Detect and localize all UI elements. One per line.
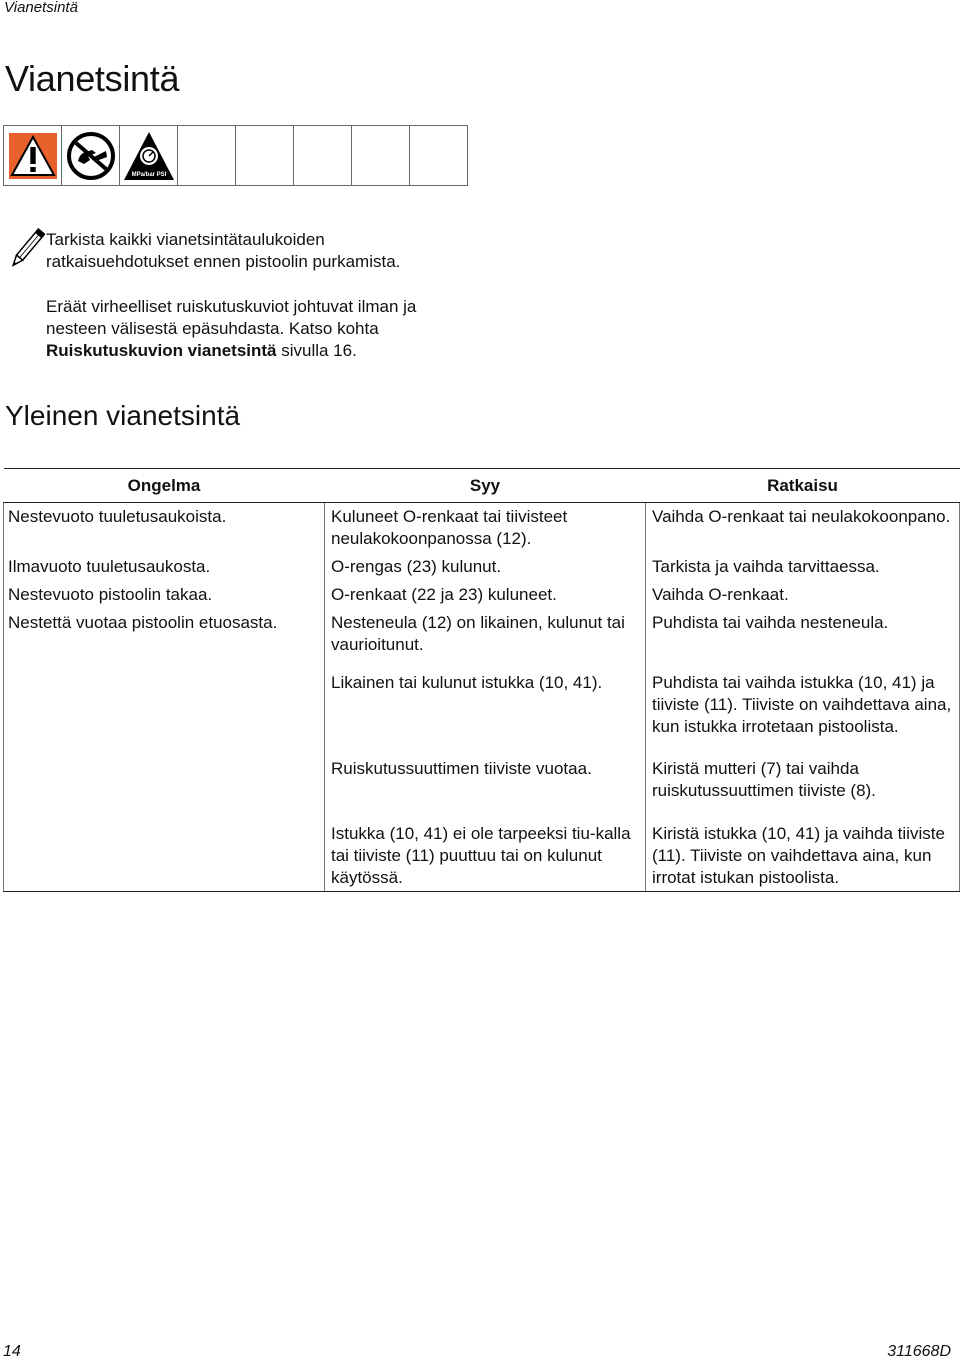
- table-row: [4, 609, 960, 669]
- note-text: Tarkista kaikki vianetsintätaulukoiden ratkaisuehdotukset ennen pistoolin purkamista.: [46, 230, 401, 271]
- symbol-cell: [3, 126, 61, 185]
- note-text-reference: [46, 296, 446, 362]
- no-hand-injection-icon: [66, 131, 116, 181]
- problem-cell: [4, 820, 325, 892]
- warning-symbols-strip: [3, 125, 468, 186]
- solution-cell: Puhdista tai vaihda istukka (10, 41) ja tiiviste (11). Tiiviste on vaihdettava aina, kun istukka irrotetaan pistoolista.: [646, 669, 960, 755]
- solution-cell: Kiristä mutteri (7) tai vaihda ruiskutussuuttimen tiiviste (8).: [646, 755, 960, 820]
- cause-cell: Istukka (10, 41) ei ole tarpeeksi tiu-kalla tai tiiviste (11) puuttuu tai on kulunut käytössä.: [325, 820, 646, 892]
- section-title: Yleinen vianetsintä: [5, 400, 241, 431]
- solution-cell: Puhdista tai vaihda nesteneula.: [646, 609, 960, 669]
- cause-cell: O-renkaat (22 ja 23) kuluneet.: [325, 581, 646, 609]
- table-header-row: [4, 469, 960, 503]
- symbol-cell-empty: [409, 126, 468, 185]
- symbol-cell-empty: [293, 126, 351, 185]
- page-number: 14: [3, 1343, 21, 1360]
- note-text-part: sivulla 16.: [276, 341, 357, 360]
- pressure-label: MPa/bar PSI: [131, 171, 166, 178]
- problem-cell: Nestettä vuotaa pistoolin etuosasta.: [4, 609, 325, 669]
- symbol-cell-empty: [235, 126, 293, 185]
- document-number: 311668D: [887, 1343, 951, 1360]
- solution-cell: Vaihda O-renkaat.: [646, 581, 960, 609]
- table-row: [4, 755, 960, 820]
- symbol-cell: [119, 126, 177, 185]
- table-row: [4, 581, 960, 609]
- cause-cell: O-rengas (23) kulunut.: [325, 553, 646, 581]
- column-header: Ratkaisu: [646, 469, 960, 503]
- cause-cell: Likainen tai kulunut istukka (10, 41).: [325, 669, 646, 755]
- problem-cell: Nestevuoto tuuletusaukoista.: [4, 503, 325, 554]
- troubleshooting-table: [3, 468, 960, 892]
- running-header: Vianetsintä: [4, 0, 78, 16]
- solution-cell: Tarkista ja vaihda tarvittaessa.: [646, 553, 960, 581]
- table-row: [4, 669, 960, 755]
- problem-cell: [4, 669, 325, 755]
- symbol-cell-empty: [177, 126, 235, 185]
- table-row: [4, 503, 960, 554]
- table-row: [4, 820, 960, 892]
- problem-cell: Nestevuoto pistoolin takaa.: [4, 581, 325, 609]
- note-text-part: Eräät virheelliset ruiskutuskuviot johtuvat ilman ja nesteen välisestä epäsuhdasta. Katso kohta: [46, 297, 417, 338]
- problem-cell: Ilmavuoto tuuletusaukosta.: [4, 553, 325, 581]
- column-header: Ongelma: [4, 469, 325, 503]
- table-row: [4, 553, 960, 581]
- symbol-cell-empty: [351, 126, 409, 185]
- cause-cell: Ruiskutussuuttimen tiiviste vuotaa.: [325, 755, 646, 820]
- cause-cell: Nesteneula (12) on likainen, kulunut tai vaurioitunut.: [325, 609, 646, 669]
- page-title: Vianetsintä: [5, 58, 180, 99]
- solution-cell: Kiristä istukka (10, 41) ja vaihda tiiviste (11). Tiiviste on vaihdettava aina, kun irrotat istukan pistoolista.: [646, 820, 960, 892]
- spray-pattern-reference: Ruiskutuskuvion vianetsintä: [46, 341, 277, 360]
- cause-cell: Kuluneet O-renkaat tai tiivisteet neulakokoonpanossa (12).: [325, 503, 646, 554]
- symbol-cell: [61, 126, 119, 185]
- warning-exclamation-icon: [8, 132, 58, 180]
- solution-cell: Vaihda O-renkaat tai neulakokoonpano.: [646, 503, 960, 554]
- pressure-relief-icon: [122, 130, 176, 182]
- column-header: Syy: [325, 469, 646, 503]
- pencil-note-icon: [7, 228, 45, 272]
- problem-cell: [4, 755, 325, 820]
